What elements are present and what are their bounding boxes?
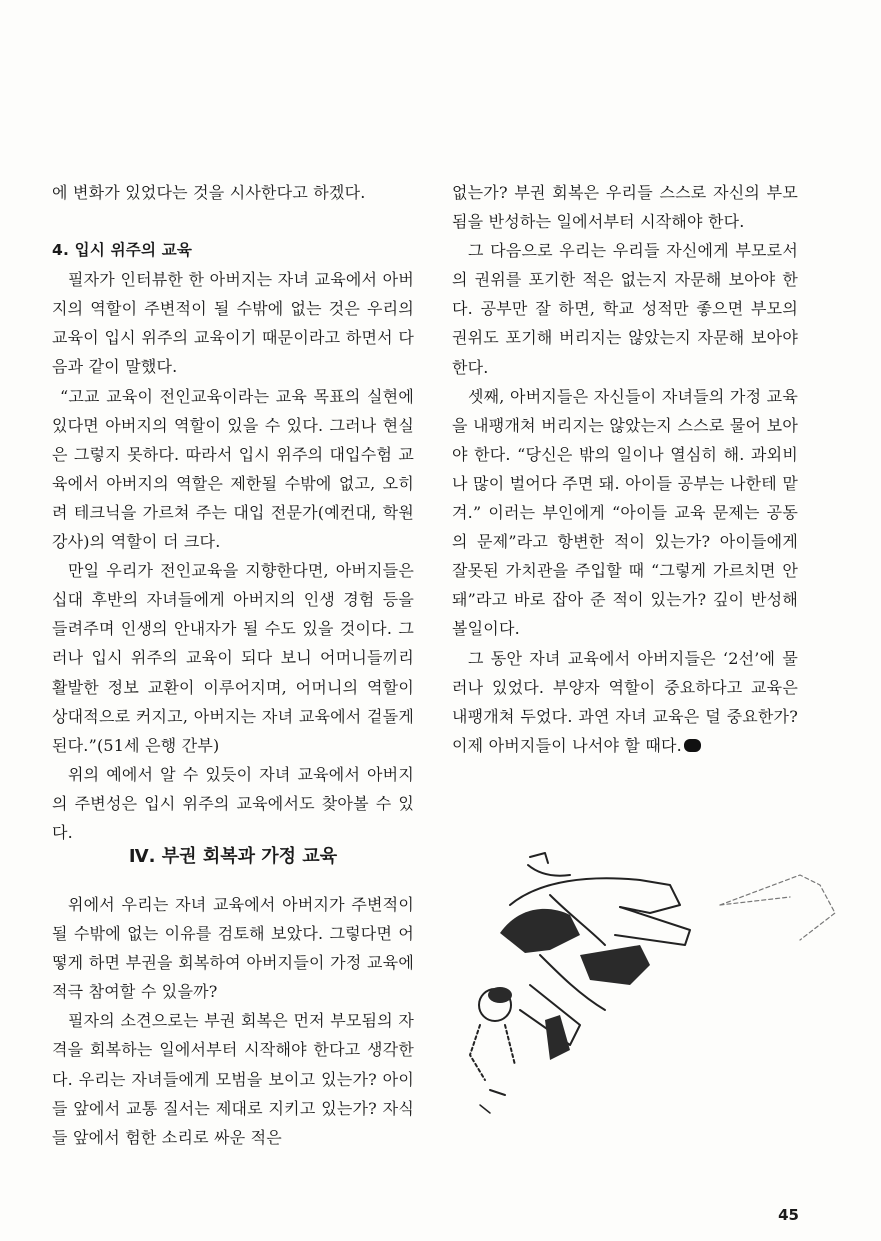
paragraph: 그 다음으로 우리는 우리들 자신에게 부모로서의 권위를 포기한 적은 없는지 자문해 보아야 한다. 공부만 잘 하면, 학교 성적만 좋으면 부모의 권위도 포기해 버리지는 않았는지 자문해 보아야 한다.: [452, 241, 798, 377]
paragraph-quote: “고교 교육이 전인교육이라는 교육 목표의 실현에 있다면 아버지의 역할이 있을 수 있다. 그러나 현실은 그렇지 못하다. 따라서 입시 위주의 대입수험 교육에서 아버지의 역할은 제한될 수밖에 없고, 오히려 테크닉을 가르쳐 주는 대입 전문가(예컨대, 학원 강사)의 역할이 더 크다.: [52, 386, 414, 552]
paragraph: 셋째, 아버지들은 자신들이 자녀들의 가정 교육을 내팽개쳐 버리지는 않았는지 스스로 물어 보아야 한다. “당신은 밖의 일이나 열심히 해. 과외비나 많이 벌어다 주면 돼. 아이들 공부는 나한테 맡겨.” 이러는 부인에게 “아이들 교육 문제는 공동의 문제”라고 항변한 적이 있는가? 아이들에게 잘못된 가치관을 주입할 때 “그렇게 가르치면 안돼”라고 바로 잡아 준 적이 있는가? 깊이 반성해 볼일이다.: [452, 386, 798, 639]
paragraph: 에 변화가 있었다는 것을 시사한다고 하겠다.: [52, 183, 366, 202]
paragraph: 없는가? 부권 회복은 우리들 스스로 자신의 부모됨을 반성하는 일에서부터 시작해야 한다.: [452, 183, 798, 232]
paragraph: 위의 예에서 알 수 있듯이 자녀 교육에서 아버지의 주변성은 입시 위주의 교육에서도 찾아볼 수 있다.: [52, 764, 414, 842]
paragraph-text: 그 동안 자녀 교육에서 아버지들은 ‘2선’에 물러나 있었다. 부양자 역할이 중요하다고 교육은 내팽개쳐 두었다. 과연 자녀 교육은 덜 중요한가? 이제 아버지들이 나서야 할 때다.: [452, 648, 798, 755]
paragraph: 위에서 우리는 자녀 교육에서 아버지가 주변적이 될 수밖에 없는 이유를 검토해 보았다. 그렇다면 어떻게 하면 부권을 회복하여 아버지들이 가정 교육에 적극 참여할 수 있을까?: [52, 895, 414, 1002]
subsection-heading: 4. 입시 위주의 교육: [52, 241, 193, 260]
paragraph: 필자가 인터뷰한 한 아버지는 자녀 교육에서 아버지의 역할이 주변적이 될 수밖에 없는 것은 우리의 교육이 입시 위주의 교육이기 때문이라고 하면서 다음과 같이 말했다.: [52, 270, 414, 377]
section-heading: Ⅳ. 부권 회복과 가정 교육: [128, 846, 338, 867]
right-column: [452, 178, 798, 760]
paragraph-quote: 만일 우리가 전인교육을 지향한다면, 아버지들은 십대 후반의 자녀들에게 아버지의 인생 경험 등을 들려주며 인생의 안내자가 될 수도 있을 것이다. 그러나 입시 위주의 교육이 되다 보니 어머니들끼리 활발한 정보 교환이 이루어지며, 어머니의 역할이 상대적으로 커지고, 아버지는 자녀 교육에서 겉돌게 된다.”(51세 은행 간부): [52, 561, 414, 755]
running-figure-illustration: [430, 835, 850, 1135]
paragraph: 필자의 소견으로는 부권 회복은 먼저 부모됨의 자격을 회복하는 일에서부터 시작해야 한다고 생각한다. 우리는 자녀들에게 모범을 보이고 있는가? 아이들 앞에서 교통 질서는 제대로 지키고 있는가? 자식들 앞에서 험한 소리로 싸운 적은: [52, 1011, 414, 1147]
left-column-lower: [52, 890, 414, 1152]
end-mark-icon: [684, 739, 701, 752]
paragraph: [452, 644, 798, 760]
left-column: [52, 178, 414, 847]
page-number: 45: [778, 1206, 799, 1224]
